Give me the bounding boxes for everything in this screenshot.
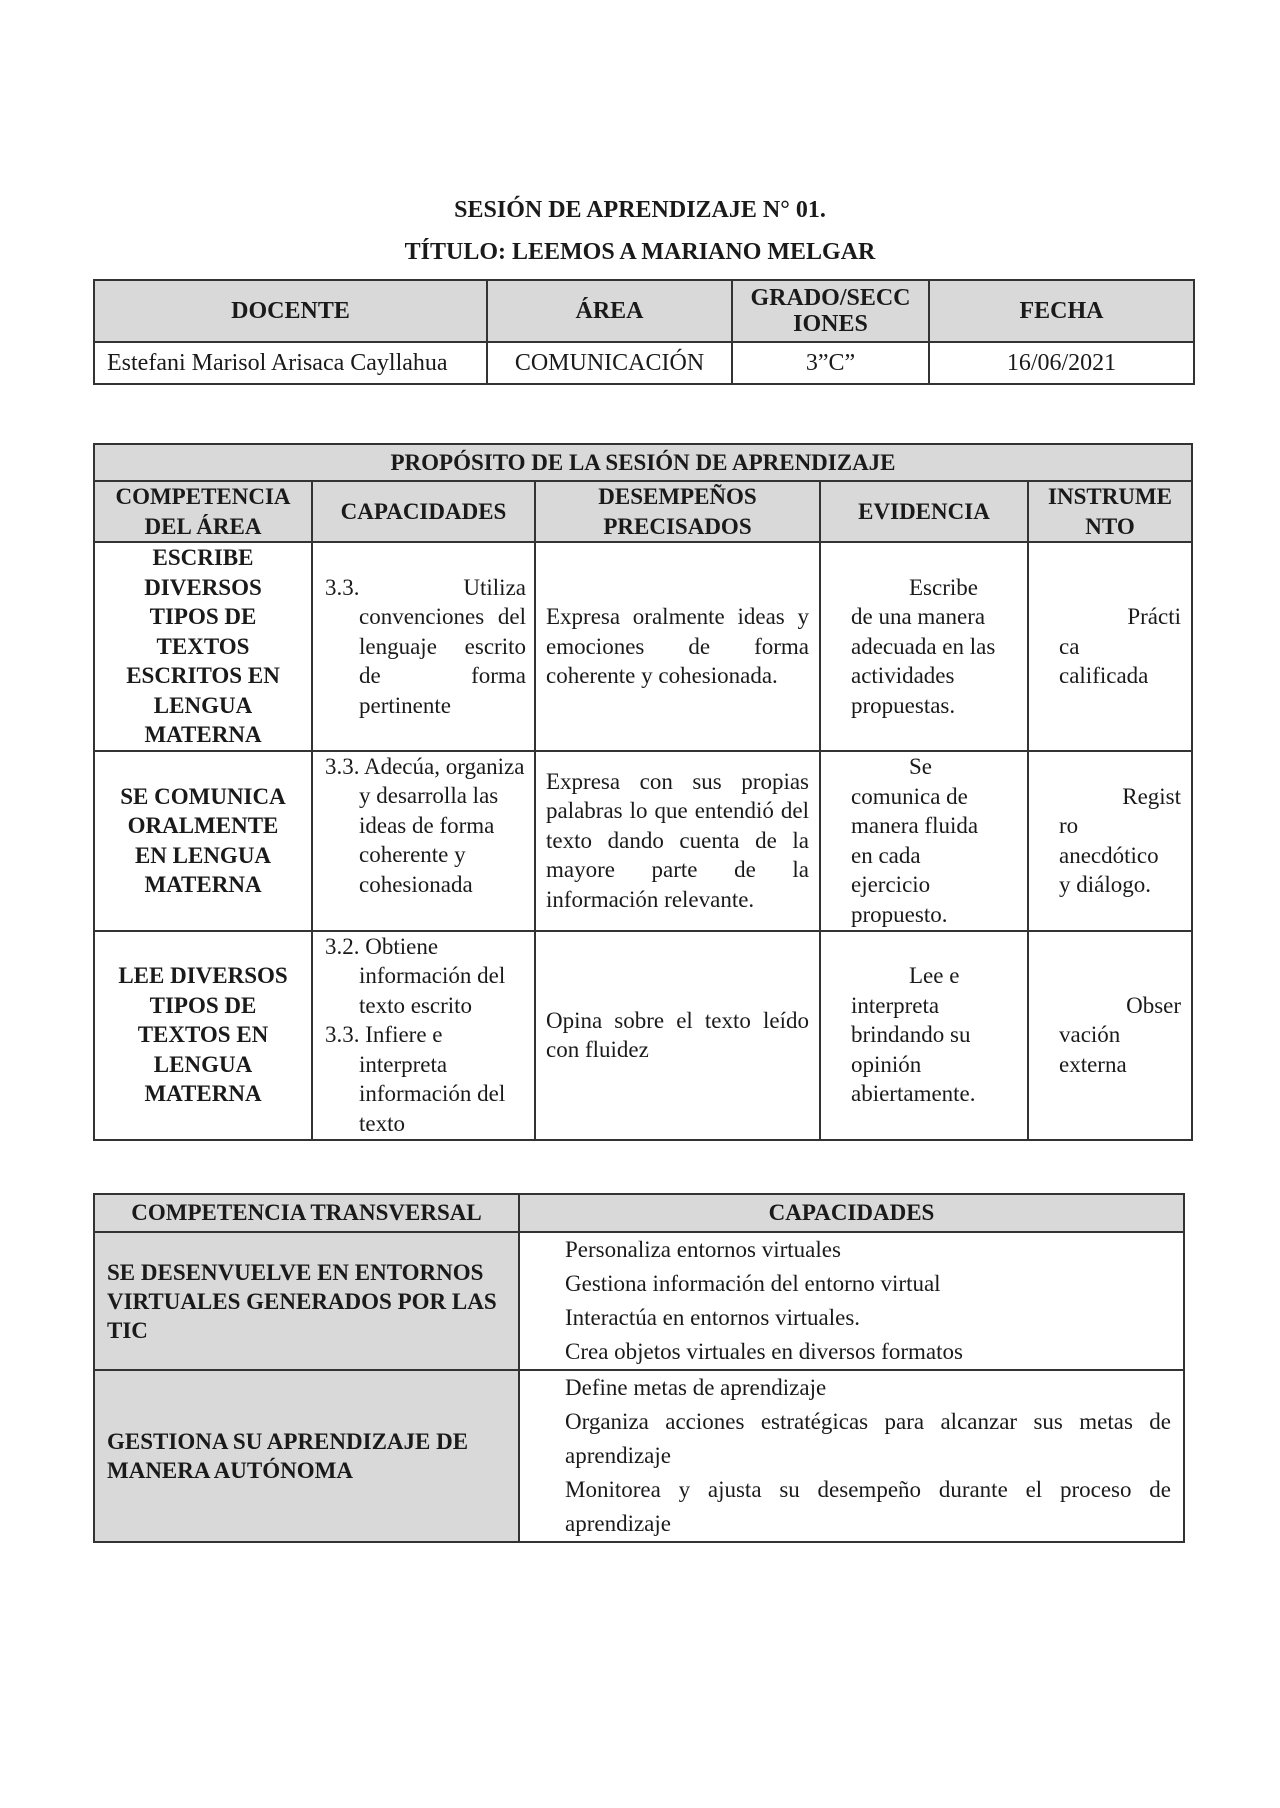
competencia-cell: LEE DIVERSOS TIPOS DE TEXTOS EN LENGUA MATERNA <box>94 931 312 1140</box>
capacidades-list <box>519 1370 1184 1542</box>
instrumento-cell: Regist ro anecdótico y diálogo. <box>1028 751 1192 931</box>
capacidades-cell: 3.2. Obtiene información del texto escrito 3.3. Infiere e interpreta información del texto <box>312 931 535 1140</box>
list-item: Organiza acciones estratégicas para alcanzar sus metas de aprendizaje <box>565 1409 1171 1468</box>
competencia-transversal-header: COMPETENCIA TRANSVERSAL <box>94 1194 519 1232</box>
table-row <box>94 1232 1184 1370</box>
evidencia-cell: Escribe de una manera adecuada en las actividades propuestas. <box>820 542 1028 751</box>
table-row <box>94 1370 1184 1542</box>
capacidades-list <box>519 1232 1184 1370</box>
fecha-header: FECHA <box>929 280 1194 342</box>
instrumento-cell: Obser vación externa <box>1028 931 1192 1140</box>
transversal-table <box>93 1193 1185 1543</box>
list-item: Monitorea y ajusta su desempeño durante el proceso de aprendizaje <box>565 1477 1171 1536</box>
grado-header: GRADO/SECC IONES <box>732 280 929 342</box>
competencia-transversal-cell: SE DESENVUELVE EN ENTORNOS VIRTUALES GENERADOS POR LAS TIC <box>94 1232 519 1370</box>
grado-value: 3”C” <box>732 342 929 384</box>
list-item: Gestiona información del entorno virtual <box>565 1271 941 1296</box>
capacidades-transversal-header: CAPACIDADES <box>519 1194 1184 1232</box>
list-item: Personaliza entornos virtuales <box>565 1237 841 1262</box>
capacidades-cell: 3.3. Utiliza convenciones del lenguaje escrito de forma pertinente <box>312 542 535 751</box>
page-title: TÍTULO: LEEMOS A MARIANO MELGAR <box>404 239 876 265</box>
docente-header: DOCENTE <box>94 280 487 342</box>
session-heading: SESIÓN DE APRENDIZAJE N° 01. <box>454 197 826 223</box>
purpose-table <box>93 443 1193 1141</box>
docente-value: Estefani Marisol Arisaca Cayllahua <box>94 342 487 384</box>
area-value: COMUNICACIÓN <box>487 342 732 384</box>
capacidades-cell: 3.3. Adecúa, organiza y desarrolla las ideas de forma coherente y cohesionada <box>312 751 535 931</box>
desempenos-cell: Opina sobre el texto leído con fluidez <box>535 931 820 1140</box>
fecha-value: 16/06/2021 <box>929 342 1194 384</box>
purpose-title: PROPÓSITO DE LA SESIÓN DE APRENDIZAJE <box>94 444 1192 481</box>
table-row <box>94 751 1192 931</box>
table-row <box>94 931 1192 1140</box>
desempenos-cell: Expresa con sus propias palabras lo que entendió del texto dando cuenta de la mayore parte de la información relevante. <box>535 751 820 931</box>
evidencia-header: EVIDENCIA <box>820 481 1028 542</box>
area-header: ÁREA <box>487 280 732 342</box>
list-item: Crea objetos virtuales en diversos formatos <box>565 1339 963 1364</box>
info-table <box>93 279 1195 385</box>
desempenos-header: DESEMPEÑOS PRECISADOS <box>535 481 820 542</box>
list-item: Define metas de aprendizaje <box>565 1375 827 1400</box>
competencia-cell: ESCRIBE DIVERSOS TIPOS DE TEXTOS ESCRITOS EN LENGUA MATERNA <box>94 542 312 751</box>
evidencia-cell: Lee e interpreta brindando su opinión abiertamente. <box>820 931 1028 1140</box>
desempenos-cell: Expresa oralmente ideas y emociones de forma coherente y cohesionada. <box>535 542 820 751</box>
list-item: Interactúa en entornos virtuales. <box>565 1305 861 1330</box>
table-row <box>94 542 1192 751</box>
instrumento-cell: Prácti ca calificada <box>1028 542 1192 751</box>
evidencia-cell: Se comunica de manera fluida en cada ejercicio propuesto. <box>820 751 1028 931</box>
competencia-header: COMPETENCIA DEL ÁREA <box>94 481 312 542</box>
capacidades-header: CAPACIDADES <box>312 481 535 542</box>
competencia-transversal-cell: GESTIONA SU APRENDIZAJE DE MANERA AUTÓNOMA <box>94 1370 519 1542</box>
competencia-cell: SE COMUNICA ORALMENTE EN LENGUA MATERNA <box>94 751 312 931</box>
instrumento-header: INSTRUME NTO <box>1028 481 1192 542</box>
